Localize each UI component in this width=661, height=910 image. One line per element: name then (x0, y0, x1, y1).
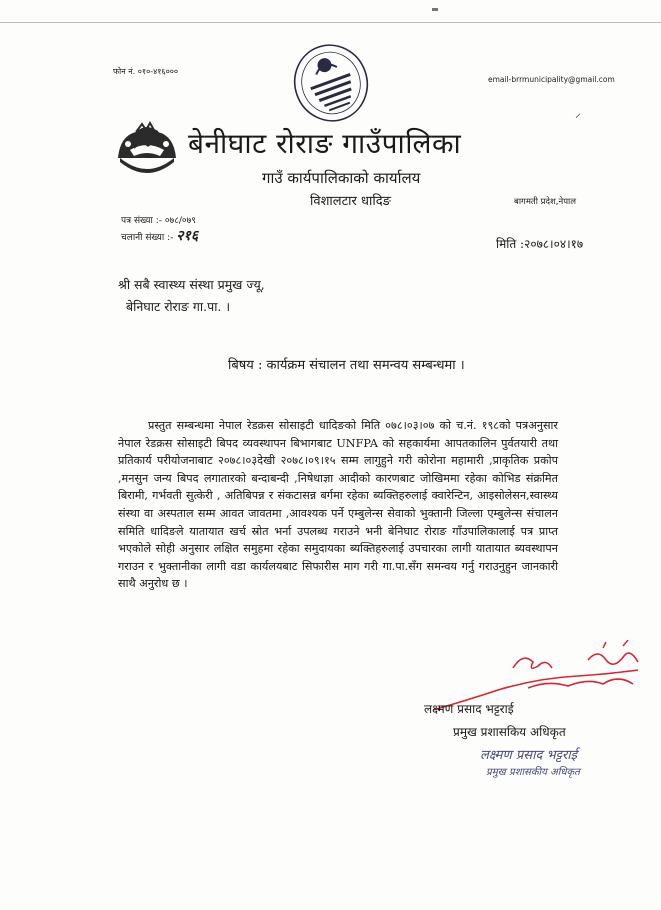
letter-body: प्रस्तुत सम्बन्धमा नेपाल रेडक्रस सोसाइटी धादिङको मिति ०७८।०३।०७ को च.नं. १९८को पत्रअनुसार नेपाल रेडक्रस सोसाइटी बिपद व्यवस्थापन बिभागबाट UNFPA को सहकार्यमा आपतकालिन पुर्वतयारी तथा प्रतिकार्य परीयोजनाबाट २०७८।०३देखी २०७८।०९।१५ सम्म लागुहुने गरी कोरोना महामारी ,प्राकृतिक प्रकोप ,मनसुन जन्य बिपद लगातारको बन्दाबन्दी ,निषेधाज्ञा आदीको कारणबाट जोखिममा रहेका कोभिड संक्रमित बिरामी, गर्भवती सुत्केरी , अतिबिपन्न र संकटासन्न बर्गमा रहेका ब्यक्तिहरुलाई क्वारेन्टिन, आइसोलेसन,स्वास्थ्य संस्था वा अस्पताल सम्म आवत जावतमा ,आवश्यक पर्ने एम्बुलेन्स सेवाको भुक्तानी जिल्ला एम्बुलेन्स संचालन समिति धादिङले यातायात खर्च स्रोत भर्ना उपलब्ध गराउने भनी बेनिघाट रोराङ गाँउपालिकालाई पत्र प्राप्त भएकोले सोही अनुसार लक्षित समुहमा रहेका समुदायका ब्यक्तिहरुलाई उपचारका लागी यातायात ब्यवस्थापन गराउन र भुक्तानीका लागी वडा कार्यलयबाट सिफारीस माग गरी गा.पा.सँग समन्वय गर्नु गराउनुहुन जानकारी साथै अनुरोध छ । (118, 419, 558, 591)
pen-mark: ⸝ (575, 106, 582, 120)
office-subtitle: गाउँ कार्यपालिकाको कार्यालय (262, 169, 421, 187)
top-scan-line (0, 22, 661, 23)
dispatch-number: २१६ (176, 228, 199, 244)
recipient-line-1: श्री सबै स्वास्थ्य संस्था प्रमुख ज्यू, (118, 277, 265, 292)
phone-number: फोन नं. ०१०-४१६००० (113, 67, 179, 76)
email-address: email-brrmunicipality@gmail.com (488, 75, 615, 84)
office-location: विशालटार धादिङ (310, 194, 391, 209)
name-stamp: लक्ष्मण प्रसाद भट्टराई (480, 748, 578, 763)
nepal-emblem-logo (112, 118, 182, 184)
letter-date: मिति :२०७८।०४।१७ (496, 237, 584, 251)
recipient-line-2: बेनिघाट रोराङ गा.पा. । (126, 299, 231, 314)
letter-reference-number: पत्र संख्या :- ०७८/०७९ (121, 216, 196, 226)
subject-line: बिषय : कार्यक्रम संचालन तथा समन्वय सम्बन्धमा । (228, 358, 465, 373)
scan-mark (432, 8, 438, 11)
signatory-title: प्रमुख प्रशासकिय अधिकृत (453, 725, 566, 739)
title-stamp: प्रमुख प्रशासकीय अधिकृत (486, 767, 580, 778)
province-label: बागमती प्रदेश,नेपाल (514, 197, 577, 207)
dispatch-label: चलानी संख्या :- (121, 233, 174, 243)
signatory-name: लक्ष्मण प्रसाद भट्टराई (424, 702, 514, 716)
office-name-heading: बेनीघाट रोराङ गाउँपालिका (188, 127, 462, 160)
office-seal-stamp (290, 40, 372, 126)
dispatch-number-line (121, 226, 198, 245)
